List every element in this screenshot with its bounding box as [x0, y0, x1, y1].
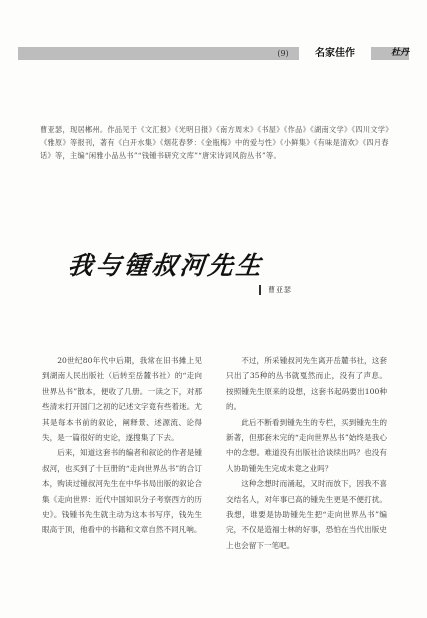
header-right-label: 杜丹 [390, 48, 409, 58]
body-column-right [226, 353, 387, 553]
article-title: 我与锺叔河先生 [66, 251, 266, 280]
running-header [18, 47, 409, 60]
article-author: 曹亚瑟 [268, 286, 292, 294]
page-number: (9) [277, 49, 289, 58]
author-marker [259, 285, 261, 295]
body-column-left [42, 353, 202, 538]
body-paragraph: 20世纪80年代中后期，我常在旧书摊上见到湖南人民出版社（后转至岳麓书社）的“走向世界丛书”散本，便收了几册。一读之下，对那些清末打开国门之初的记述文字竟有些着迷。尤其是每本书前的叙论，阐释景、述源流、论得失，是一篇很好的史论，遂搜集了下去。 [42, 356, 202, 443]
body-paragraph: 此后不断看到锺先生的专栏，买到锺先生的新著，但那套未完的“走向世界丛书”始终是我心中的念想。难道没有出版社洽谈续出吗？也没有人协助锺先生完成未竟之业吗？ [226, 417, 387, 473]
body-paragraph: 后来，知道这套书的编者和叙论的作者是锺叔河，也买到了十巨册的“走向世界丛书”的合订本，购读过锺叔河先生在中华书局出版的叙论合集《走向世界：近代中国知识分子考察西方的历史》。钱锺书先生就主动为这本书写序，钱先生眼高于顶，他看中的书籍和文章自然不同凡响。 [42, 448, 202, 535]
author-bio: 曹亚瑟，现居郴州。作品见于《文汇报》《光明日报》《南方周末》《书屋》《作品》《湖南文学》《四川文学》《雅原》等报刊，著有《白开水集》《烟花春梦：《金瓶梅》中的爱与性》《小鲜集》《有味是清欢》《四月春话》等，主编“闲雅小品丛书”“钱锺书研究文库”“唐宋诗词风韵丛书”等。 [40, 125, 390, 160]
column-title: 名家佳作 [299, 46, 371, 61]
body-paragraph: 不过，所采锺叔河先生离开岳麓书社，这套只出了35种的丛书就戛然而止，没有了声息。按照锺先生原来的设想，这套书起码要出100种的。 [226, 356, 387, 412]
body-paragraph: 这种念想时而涌起，又时而放下，因我不喜交结名人，对年事已高的锺先生更是不便打扰。我想，谁要是协助锺先生把“走向世界丛书”编完，不仅是造福士林的好事，恐怕在当代出版史上也会留下一笔吧。 [226, 479, 387, 550]
